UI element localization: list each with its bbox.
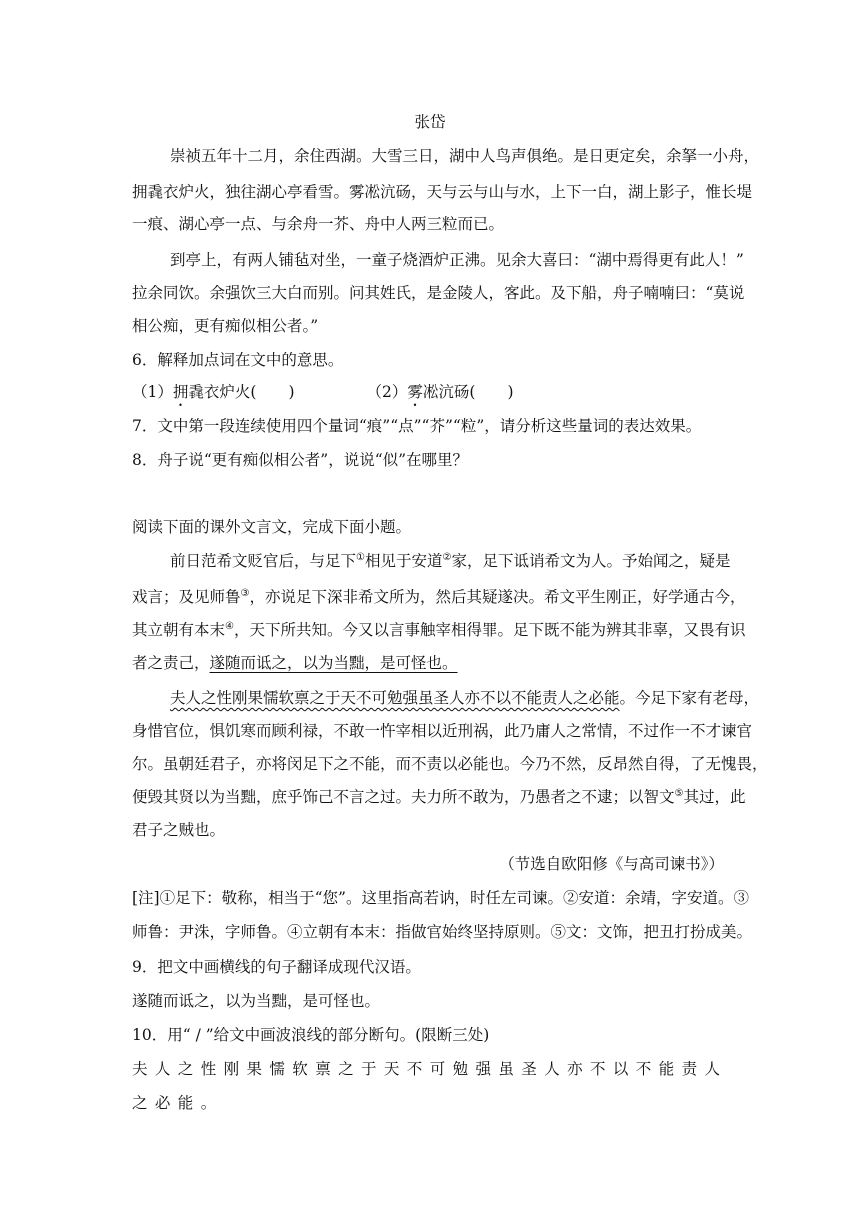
q6-item1-number: （1）	[132, 383, 173, 401]
text-segment: 。今足下家有老母，	[619, 689, 760, 707]
passage2-line	[132, 787, 746, 807]
footnote-marker: ④	[225, 620, 234, 632]
footnote-marker: ③	[240, 587, 250, 599]
q6-item2-dotted-char: 雾	[407, 383, 423, 401]
question-10-text-line: 之必能。	[132, 1094, 224, 1112]
question-10-text-line: 夫人之性刚果懦软禀之于天不可勉强虽圣人亦不以不能责人	[132, 1060, 728, 1078]
passage1-line: 拉余同饮。余强饮三大白而别。问其姓氏，是金陵人，客此。及下船，舟子喃喃曰：“莫说	[132, 284, 745, 302]
passage1-line: 崇祯五年十二月，余住西湖。大雪三日，湖中人鸟声俱绝。是日更定矣，余拏一小舟，	[170, 147, 760, 165]
section-intro: 阅读下面的课外文言文，完成下面小题。	[132, 518, 412, 536]
text-segment: 家，足下诋诮希文为人。予始闻之，疑是	[451, 552, 731, 570]
q6-item2-number: （2）	[366, 383, 408, 401]
annotation-line: [注]①足下：敬称，相当于“您”。这里指高若讷，时任左司谏。②安道：余靖，字安道。③	[132, 889, 749, 907]
question-7: 7．文中第一段连续使用四个量词“痕”“点”“芥”“粒”，请分析这些量词的表达效果。	[132, 417, 702, 435]
text-segment: 便毁其贤以为当黜，庶乎饰己不言之过。夫力所不敢为，乃愚者之不逮；以智文	[132, 788, 675, 806]
passage2-line	[170, 551, 730, 571]
text-segment: 相见于安道	[364, 552, 443, 570]
passage2-line	[170, 688, 759, 708]
footnote-marker: ①	[356, 551, 365, 563]
question-9: 9．把文中画横线的句子翻译成现代汉语。	[132, 958, 421, 976]
question-8: 8．舟子说“更有痴似相公者”，说说“似”在哪里？	[132, 451, 469, 469]
footnote-marker: ⑤	[674, 787, 684, 799]
underlined-sentence: 遂随而诋之，以为当黜，是可怪也。	[209, 654, 458, 672]
question-6-items	[132, 382, 514, 410]
q6-item1-dotted-char: 拥	[172, 383, 189, 401]
q6-item1-close: )	[288, 383, 295, 401]
text-segment: 戏言；及见师鲁	[132, 588, 241, 606]
text-segment: ，亦说足下深非希文所为，然后其疑遂决。希文平生刚正，好学通古今，	[249, 588, 746, 606]
text-segment: 其过，此	[683, 788, 746, 806]
text-segment: 其立朝有本末	[132, 621, 226, 639]
passage2-line: 尔。虽朝廷君子，亦将闵足下之不能，而不责以必能也。今乃不然，反昂然自得，了无愧畏，	[132, 755, 768, 773]
source-citation: （节选自欧阳修《与高司谏书》）	[499, 855, 724, 873]
q6-item2-close: )	[507, 383, 514, 401]
wavy-underlined-sentence: 夫人之性刚果懦软禀之于天不可勉强虽圣人亦不以不能责人之必能	[170, 689, 620, 707]
text-segment: ，天下所共知。今又以言事触宰相得罪。足下既不能为辨其非辜，又畏有识	[233, 621, 746, 639]
passage1-line: 一痕、湖心亭一点、与余舟一芥、舟中人两三粒而已。	[132, 215, 505, 233]
q6-item1-phrase: 毳衣炉火(	[188, 383, 257, 401]
question-10: 10．用“ / ”给文中画波浪线的部分断句。(限断三处)	[132, 1026, 490, 1044]
passage2-line	[132, 620, 746, 640]
footnote-marker: ②	[442, 551, 452, 563]
annotation-line: 师鲁：尹洙，字师鲁。④立朝有本末：指做官始终坚持原则。⑤文：文饰，把丑打扮成美。	[132, 923, 753, 941]
text-segment: 前日范希文贬官后，与足下	[170, 552, 357, 570]
passage2-line	[132, 587, 746, 607]
passage1-line: 拥毳衣炉火，独往湖心亭看雪。雾凇沆砀，天与云与山与水，上下一白，湖上影子，惟长堤	[132, 183, 753, 201]
question-6: 6．解释加点词在文中的意思。	[132, 351, 344, 369]
author-name: 张岱	[414, 113, 446, 131]
passage1-line: 相公痴，更有痴似相公者。”	[132, 317, 319, 335]
passage2-line	[132, 653, 458, 673]
q6-item2-phrase: 凇沆砀(	[422, 383, 476, 401]
passage1-line: 到亭上，有两人铺毡对坐，一童子烧酒炉正沸。见余大喜曰：“湖中焉得更有此人！”	[170, 251, 744, 269]
question-9-sentence: 遂随而诋之，以为当黜，是可怪也。	[132, 992, 381, 1010]
passage2-line: 君子之贼也。	[132, 821, 226, 839]
passage2-line: 身惜官位，惧饥寒而顾利禄，不敢一忤宰相以近刑祸，此乃庸人之常情，不过作一不才谏官	[132, 722, 753, 740]
text-segment: 者之责己，	[132, 654, 210, 672]
